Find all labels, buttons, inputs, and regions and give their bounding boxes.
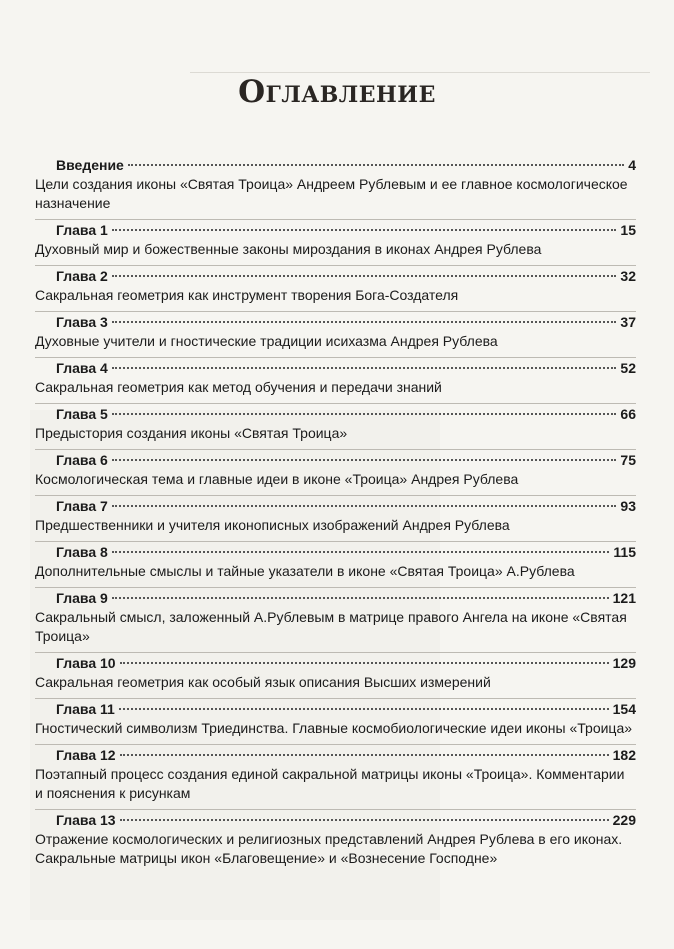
dot-leader xyxy=(112,275,617,277)
toc-entry-page: 75 xyxy=(620,452,636,468)
toc-entry-label: Глава 12 xyxy=(56,747,116,763)
toc-entry-label: Глава 13 xyxy=(56,812,116,828)
toc-entry-label: Глава 3 xyxy=(56,314,108,330)
toc-entry-description: Дополнительные смыслы и тайные указатели в иконе «Святая Троица» А.Рублева xyxy=(35,563,575,579)
dot-leader xyxy=(112,505,617,507)
toc-entry-page: 66 xyxy=(620,406,636,422)
dot-leader xyxy=(112,551,610,553)
toc-entry[interactable] xyxy=(35,220,636,266)
toc-entry-description: Предыстория создания иконы «Святая Троица» xyxy=(35,425,348,441)
toc-entry-page: 154 xyxy=(612,701,636,717)
toc-entry-label: Глава 11 xyxy=(56,701,115,717)
toc-entry-description: Сакральная геометрия как особый язык описания Высших измерений xyxy=(35,674,491,690)
toc-entry[interactable] xyxy=(35,810,636,874)
toc-entry[interactable] xyxy=(35,699,636,745)
toc-entry-description: Гностический символизм Триединства. Главные космобиологические идеи иконы «Троица» xyxy=(35,720,633,736)
toc-entry-label: Глава 2 xyxy=(56,268,108,284)
toc-entry[interactable] xyxy=(35,404,636,450)
toc-entry-label: Глава 5 xyxy=(56,406,108,422)
toc-entry-description: Поэтапный процесс создания единой сакральной матрицы иконы «Троица». Комментарии и пояснения к рисункам xyxy=(35,766,625,801)
toc-entry-page: 182 xyxy=(612,747,636,763)
toc-entry-label: Введение xyxy=(56,157,124,173)
dot-leader xyxy=(112,367,617,369)
dot-leader xyxy=(112,459,617,461)
toc-entry-page: 115 xyxy=(613,544,636,560)
table-of-contents xyxy=(35,155,636,874)
dot-leader xyxy=(120,662,609,664)
dot-leader xyxy=(112,413,617,415)
toc-entry-page: 15 xyxy=(620,222,636,238)
toc-entry-description: Сакральная геометрия как инструмент творения Бога-Создателя xyxy=(35,287,459,303)
page-title: Оглавление xyxy=(238,74,436,110)
dot-leader xyxy=(120,754,609,756)
toc-entry-page: 37 xyxy=(620,314,636,330)
toc-entry-label: Глава 4 xyxy=(56,360,108,376)
toc-entry[interactable] xyxy=(35,542,636,588)
toc-entry[interactable] xyxy=(35,312,636,358)
toc-entry-label: Глава 10 xyxy=(56,655,116,671)
toc-entry[interactable] xyxy=(35,653,636,699)
toc-entry[interactable] xyxy=(35,358,636,404)
toc-entry[interactable] xyxy=(35,588,636,653)
toc-entry-description: Духовные учители и гностические традиции исихазма Андрея Рублева xyxy=(35,333,498,349)
toc-entry-page: 4 xyxy=(628,157,636,173)
toc-entry-description: Предшественники и учителя иконописных изображений Андрея Рублева xyxy=(35,517,510,533)
toc-entry-label: Глава 9 xyxy=(56,590,108,606)
dot-leader xyxy=(128,164,624,166)
toc-entry-description: Сакральный смысл, заложенный А.Рублевым в матрице правого Ангела на иконе «Святая Троица» xyxy=(35,609,627,644)
toc-entry-page: 129 xyxy=(612,655,636,671)
toc-entry-description: Цели создания иконы «Святая Троица» Андреем Рублевым и ее главное космологическое назначение xyxy=(35,176,628,211)
toc-entry[interactable] xyxy=(35,155,636,220)
toc-entry-description: Космологическая тема и главные идеи в иконе «Троица» Андрея Рублева xyxy=(35,471,519,487)
toc-entry[interactable] xyxy=(35,745,636,810)
toc-entry-label: Глава 8 xyxy=(56,544,108,560)
dot-leader xyxy=(112,321,617,323)
toc-entry-page: 93 xyxy=(620,498,636,514)
dot-leader xyxy=(112,597,609,599)
toc-entry-label: Глава 1 xyxy=(56,222,108,238)
toc-entry-label: Глава 7 xyxy=(56,498,108,514)
background-rule xyxy=(190,72,650,73)
dot-leader xyxy=(119,708,609,710)
toc-entry-description: Сакральная геометрия как метод обучения и передачи знаний xyxy=(35,379,442,395)
toc-entry[interactable] xyxy=(35,450,636,496)
toc-entry-description: Духовный мир и божественные законы мироздания в иконах Андрея Рублева xyxy=(35,241,542,257)
toc-entry[interactable] xyxy=(35,496,636,542)
toc-entry-page: 52 xyxy=(620,360,636,376)
toc-entry-page: 229 xyxy=(612,812,636,828)
dot-leader xyxy=(120,819,609,821)
toc-entry-page: 121 xyxy=(612,590,636,606)
toc-entry-label: Глава 6 xyxy=(56,452,108,468)
toc-entry[interactable] xyxy=(35,266,636,312)
toc-entry-description: Отражение космологических и религиозных представлений Андрея Рублева в его иконах. Сакральные матрицы икон «Благовещение» и «Вознесение Господне» xyxy=(35,831,623,866)
toc-entry-page: 32 xyxy=(620,268,636,284)
dot-leader xyxy=(112,229,617,231)
